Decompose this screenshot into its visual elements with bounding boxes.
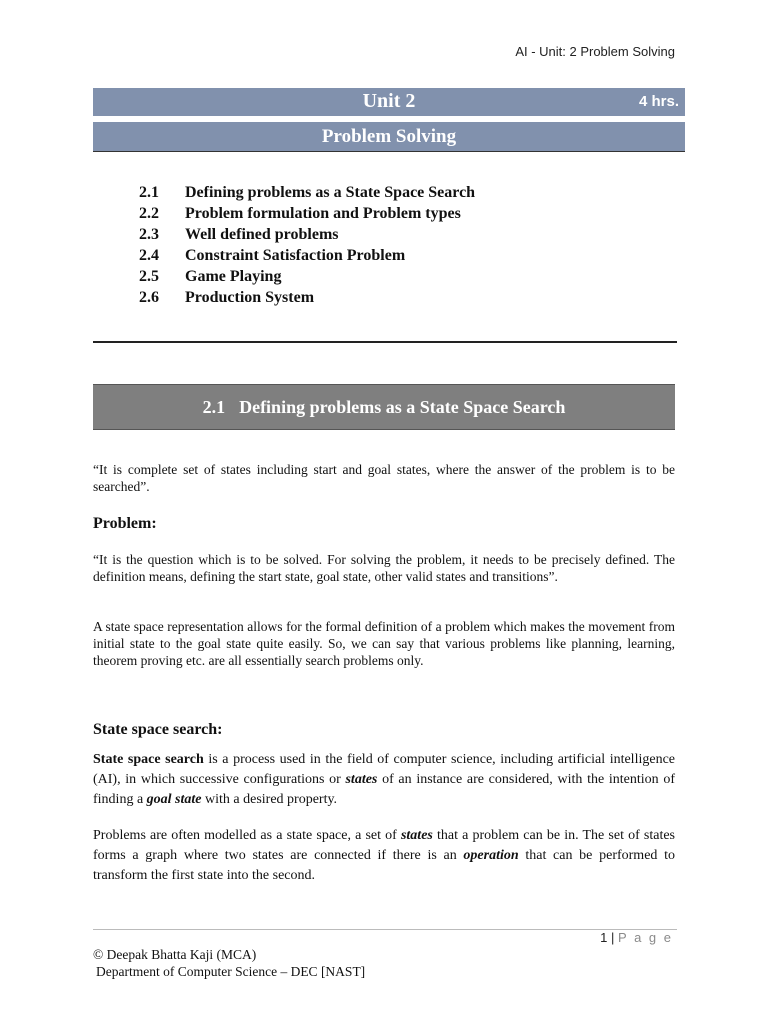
toc-item-title: Problem formulation and Problem types [185, 205, 461, 222]
toc-item-title: Constraint Satisfaction Problem [185, 247, 406, 264]
representation-paragraph: A state space representation allows for the formal definition of a problem which makes the movement from initial state to the goal state quite easily. So, we can say that various problems like planning, learning, theorem proving etc. are all essentially search problems only. [93, 619, 675, 668]
table-of-contents [139, 182, 475, 308]
toc-item [139, 203, 475, 224]
toc-item [139, 245, 475, 266]
problem-definition: “It is the question which is to be solved. For solving the problem, it needs to be precisely defined. The definition means, defining the start state, goal state, other valid states and transitions”. [93, 552, 675, 584]
page-number-value: 1 [600, 930, 608, 945]
toc-item-title: Defining problems as a State Space Search [185, 184, 476, 201]
footer-divider [93, 929, 677, 930]
term-states: states [345, 772, 378, 787]
unit-subtitle: Problem Solving [321, 126, 457, 147]
section-banner [93, 384, 675, 430]
toc-item-number: 2.6 [139, 289, 159, 306]
unit-title-band [93, 88, 685, 116]
unit-hours: 4 hrs. [638, 93, 679, 110]
page-separator: | [611, 930, 615, 945]
toc-item [139, 224, 475, 245]
state-space-search-paragraph [93, 750, 675, 810]
state-space-search-heading: State space search: [93, 721, 223, 738]
unit-title: Unit 2 [362, 90, 416, 112]
toc-item [139, 182, 475, 203]
toc-item-number: 2.3 [139, 226, 159, 243]
toc-item-title: Game Playing [185, 268, 282, 285]
page-number [600, 930, 673, 945]
footer-author: © Deepak Bhatta Kaji (MCA) [93, 947, 257, 962]
text-run: that can be performed to transform the first state into the second. [93, 848, 675, 883]
running-header: AI - Unit: 2 Problem Solving [515, 44, 675, 59]
problem-heading: Problem: [93, 515, 157, 532]
text-run: with a desired property. [201, 792, 338, 807]
toc-item-number: 2.4 [139, 247, 159, 264]
section-title [93, 397, 675, 418]
unit-subtitle-band [93, 122, 685, 152]
term-operation: operation [463, 848, 519, 863]
toc-item-title: Well defined problems [185, 226, 339, 243]
text-run: that a problem can be in. The set of states forms a graph where two states are connected if there is an [93, 828, 676, 863]
section-title-text: Defining problems as a State Space Search [239, 397, 566, 417]
toc-item-number: 2.2 [139, 205, 159, 222]
unit-banner [93, 88, 685, 152]
toc-item [139, 287, 475, 308]
toc-divider [93, 341, 677, 343]
text-run: of an instance are considered, with the intention of finding a [93, 772, 676, 807]
page-label: P a g e [618, 930, 673, 945]
term-states: states [400, 828, 433, 843]
term-goal-state: goal state [146, 792, 202, 807]
toc-item-title: Production System [185, 289, 315, 306]
state-space-model-paragraph [93, 826, 675, 886]
toc-item [139, 266, 475, 287]
term-state-space-search: State space search [93, 752, 204, 767]
toc-item-number: 2.5 [139, 268, 159, 285]
footer-department: Department of Computer Science – DEC [NAST] [96, 964, 366, 979]
text-run: Problems are often modelled as a state space, a set of [93, 828, 401, 843]
text-run: is a process used in the field of computer science, including artificial intelligence (AI), in which successive configurations or [93, 752, 675, 787]
toc-item-number: 2.1 [139, 184, 159, 201]
state-space-definition: “It is complete set of states including start and goal states, where the answer of the problem is to be searched”. [93, 462, 675, 494]
section-number: 2.1 [202, 397, 226, 417]
